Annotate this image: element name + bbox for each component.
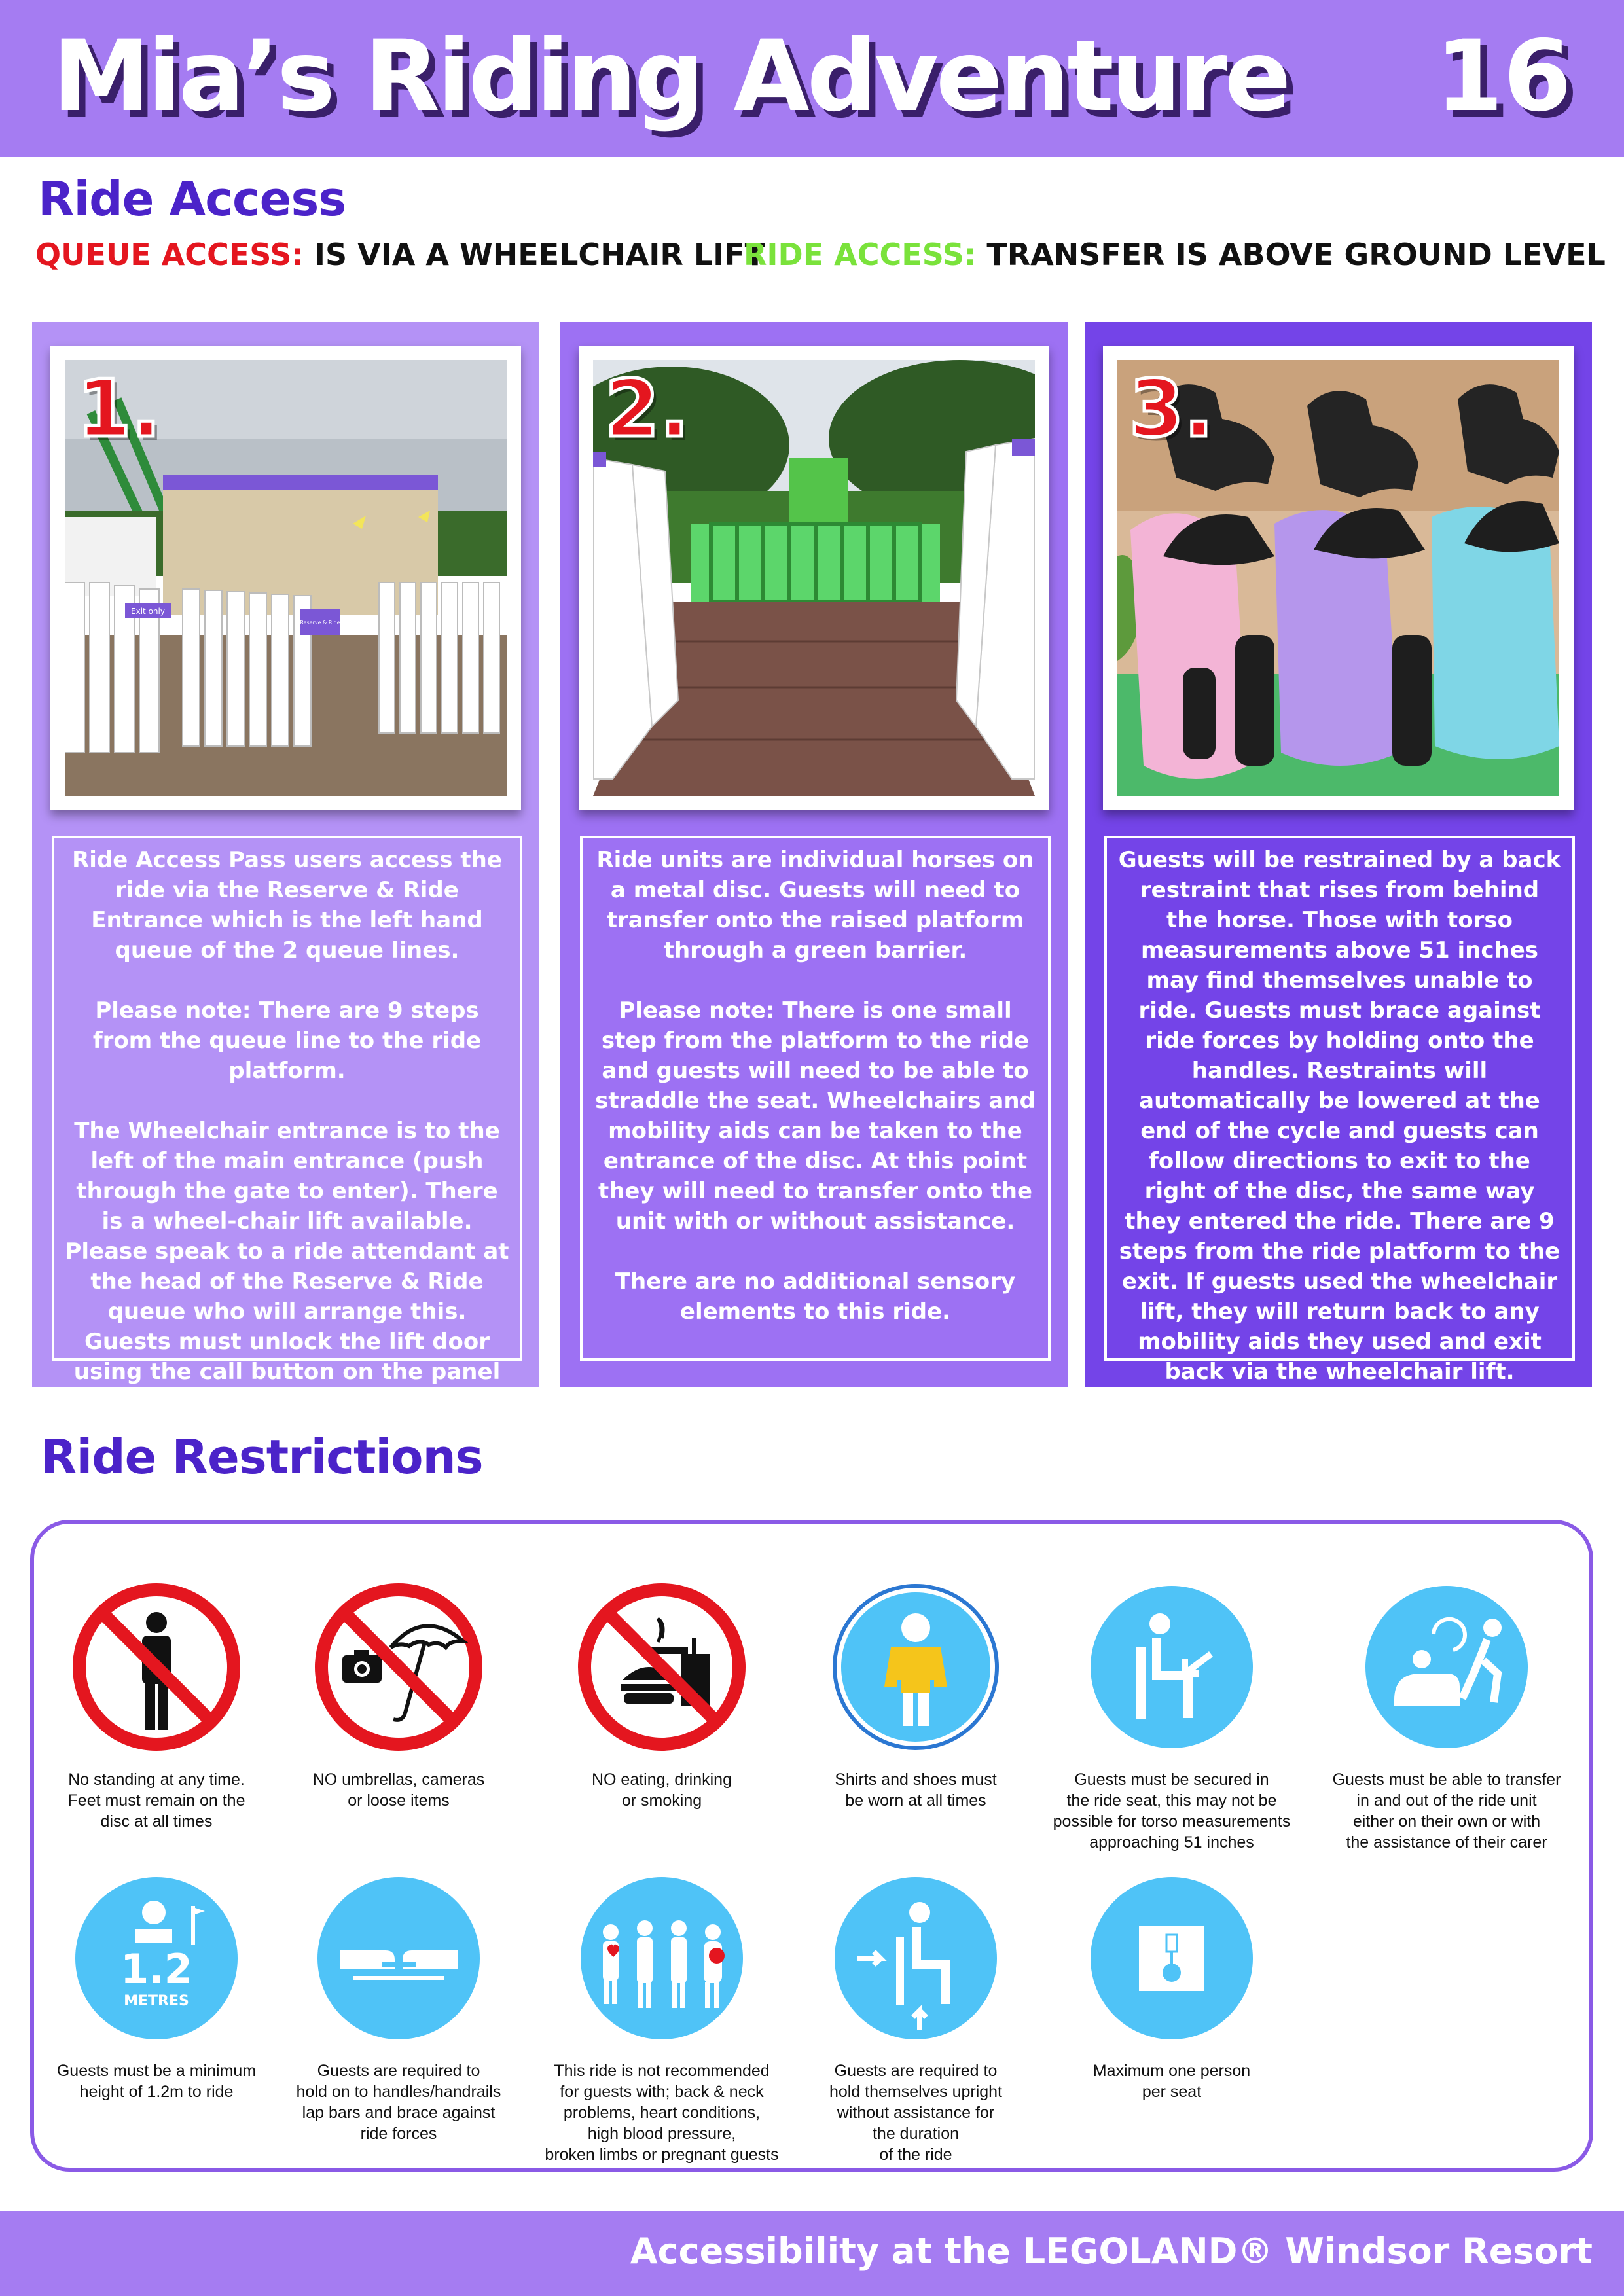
header-bar xyxy=(0,0,1624,157)
ride-restrictions-heading: Ride Restrictions xyxy=(41,1429,483,1484)
restriction-caption: NO eating, drinking or smoking xyxy=(591,1770,732,1810)
queue-access-label: QUEUE ACCESS: xyxy=(35,237,304,272)
panel-text-3 xyxy=(1104,836,1575,1385)
height-value-text: 1.2 xyxy=(120,1945,192,1993)
restriction-shirts-shoes xyxy=(791,1582,1040,1811)
photo-frame-2 xyxy=(579,346,1049,810)
restriction-sit-upright xyxy=(791,1873,1040,2165)
footer-text: Accessibility at the LEGOLAND® Windsor Resort xyxy=(630,2231,1593,2272)
queue-access-value: IS VIA A WHEELCHAIR LIFT xyxy=(314,237,766,272)
photo-queue-entrance xyxy=(65,360,507,796)
no-eating-smoking-icon xyxy=(577,1582,747,1752)
photo-number-1: 1. xyxy=(77,364,162,455)
ride-access-label: RIDE ACCESS: xyxy=(744,237,977,272)
ride-access-value: TRANSFER IS ABOVE GROUND LEVEL xyxy=(986,237,1606,272)
panel-2-paragraph: Please note: There is one small step from the platform to the ride and guests will need to be able to straddle the seat. Wheelchairs and mobility aids can be taken to the entrance of the disc. At this point they will need to transfer onto the unit with or without assistance. xyxy=(595,997,1036,1234)
shirts-shoes-icon xyxy=(831,1582,1001,1752)
restriction-caption: Guests must be a minimum height of 1.2m to ride xyxy=(56,2062,257,2101)
transfer-icon xyxy=(1362,1582,1532,1752)
restriction-caption: Guests are required to hold on to handles/handrails lap bars and brace against ride forces xyxy=(296,2062,501,2143)
photo-horse-seats xyxy=(1117,360,1559,796)
seat-restraint-icon xyxy=(1087,1582,1257,1752)
health-warning-icon xyxy=(577,1873,747,2043)
restriction-caption: Maximum one person per seat xyxy=(1092,2062,1251,2101)
restriction-seat-restraint xyxy=(1047,1582,1296,1853)
panel-2-paragraph: There are no additional sensory elements to this ride. xyxy=(615,1268,1016,1325)
restriction-caption: Shirts and shoes must be worn at all times xyxy=(835,1770,997,1810)
photo-frame-3 xyxy=(1103,346,1574,810)
restriction-height xyxy=(32,1873,281,2102)
panel-3-paragraph: Guests will be restrained by a back restraint that rises from behind the horse. Those with torso measurements above 51 inches may find themselves unable to ride. Guests must brace against ride forces by holding onto the handles. Restraints will automatically be lowered at the end of the cycle and guests can follow directions to exit to the right of the disc, the same way they entered the ride. There are 9 steps from the ride platform to the exit. If guests used the wheelchair lift, they will return back to any mobility aids they used and exit back via the wheelchair lift. xyxy=(1118,847,1561,1385)
hold-handles-icon xyxy=(314,1873,484,2043)
queue-access-line xyxy=(35,237,765,272)
restriction-transfer xyxy=(1322,1582,1571,1853)
no-standing-icon xyxy=(71,1582,242,1752)
restriction-caption: No standing at any time. Feet must remain on the disc at all times xyxy=(67,1770,245,1831)
restriction-health-warning xyxy=(537,1873,786,2165)
ride-access-heading: Ride Access xyxy=(38,171,346,226)
ride-access-line xyxy=(744,237,1606,272)
restriction-hold-handles xyxy=(274,1873,523,2144)
restriction-no-standing xyxy=(32,1582,281,1832)
restriction-no-eating xyxy=(537,1582,786,1811)
photo-number-3: 3. xyxy=(1129,364,1214,455)
photo-sign-exit: Exit only xyxy=(131,607,165,616)
panel-1-paragraph: Please note: There are 9 steps from the queue line to the ride platform. xyxy=(92,997,482,1084)
access-panel-2 xyxy=(560,322,1068,1387)
access-panel-1 xyxy=(32,322,539,1415)
panel-2-paragraph: Ride units are individual horses on a metal disc. Guests will need to transfer onto the raised platform through a green barrier. xyxy=(596,847,1034,963)
page-number: 16 xyxy=(1435,20,1572,134)
height-icon xyxy=(71,1873,242,2043)
photo-sign-reserve: Reserve & Ride xyxy=(300,620,340,626)
restriction-caption: Guests must be secured in the ride seat, this may not be possible for torso measurements approaching 51 inches xyxy=(1053,1770,1291,1852)
panel-1-paragraph: Ride Access Pass users access the ride via the Reserve & Ride Entrance which is the left hand queue of the 2 queue lines. xyxy=(72,847,502,963)
footer-bar xyxy=(0,2211,1624,2296)
restriction-one-per-seat xyxy=(1047,1873,1296,2102)
one-per-seat-icon xyxy=(1087,1873,1257,2043)
photo-frame-1 xyxy=(50,346,521,810)
photo-number-2: 2. xyxy=(605,364,690,455)
page-title: Mia’s Riding Adventure xyxy=(52,20,1289,134)
panel-text-1 xyxy=(52,836,522,1415)
height-unit-text: METRES xyxy=(124,1993,189,2009)
no-umbrellas-cameras-icon xyxy=(314,1582,484,1752)
restriction-caption: Guests are required to hold themselves upright without assistance for the duration of the ride xyxy=(829,2062,1003,2164)
restriction-caption: Guests must be able to transfer in and out of the ride unit either on their own or with the assistance of their carer xyxy=(1332,1770,1561,1852)
panel-1-paragraph: The Wheelchair entrance is to the left of the main entrance (push through the gate to enter). There is a wheel-chair lift available. Please speak to a ride attendant at the head of the Reserve & Ride queue who will arrange this. Guests must unlock the lift door using the call button on the panel to the left. xyxy=(65,1118,509,1415)
restriction-no-umbrellas xyxy=(274,1582,523,1811)
restriction-caption: NO umbrellas, cameras or loose items xyxy=(312,1770,485,1810)
sit-upright-icon xyxy=(831,1873,1001,2043)
restriction-caption: This ride is not recommended for guests with; back & neck problems, heart conditions, high blood pressure, broken limbs or pregnant guests xyxy=(545,2062,779,2164)
access-panel-3 xyxy=(1085,322,1592,1387)
panel-text-2 xyxy=(580,836,1051,1361)
photo-platform-barrier xyxy=(593,360,1035,796)
